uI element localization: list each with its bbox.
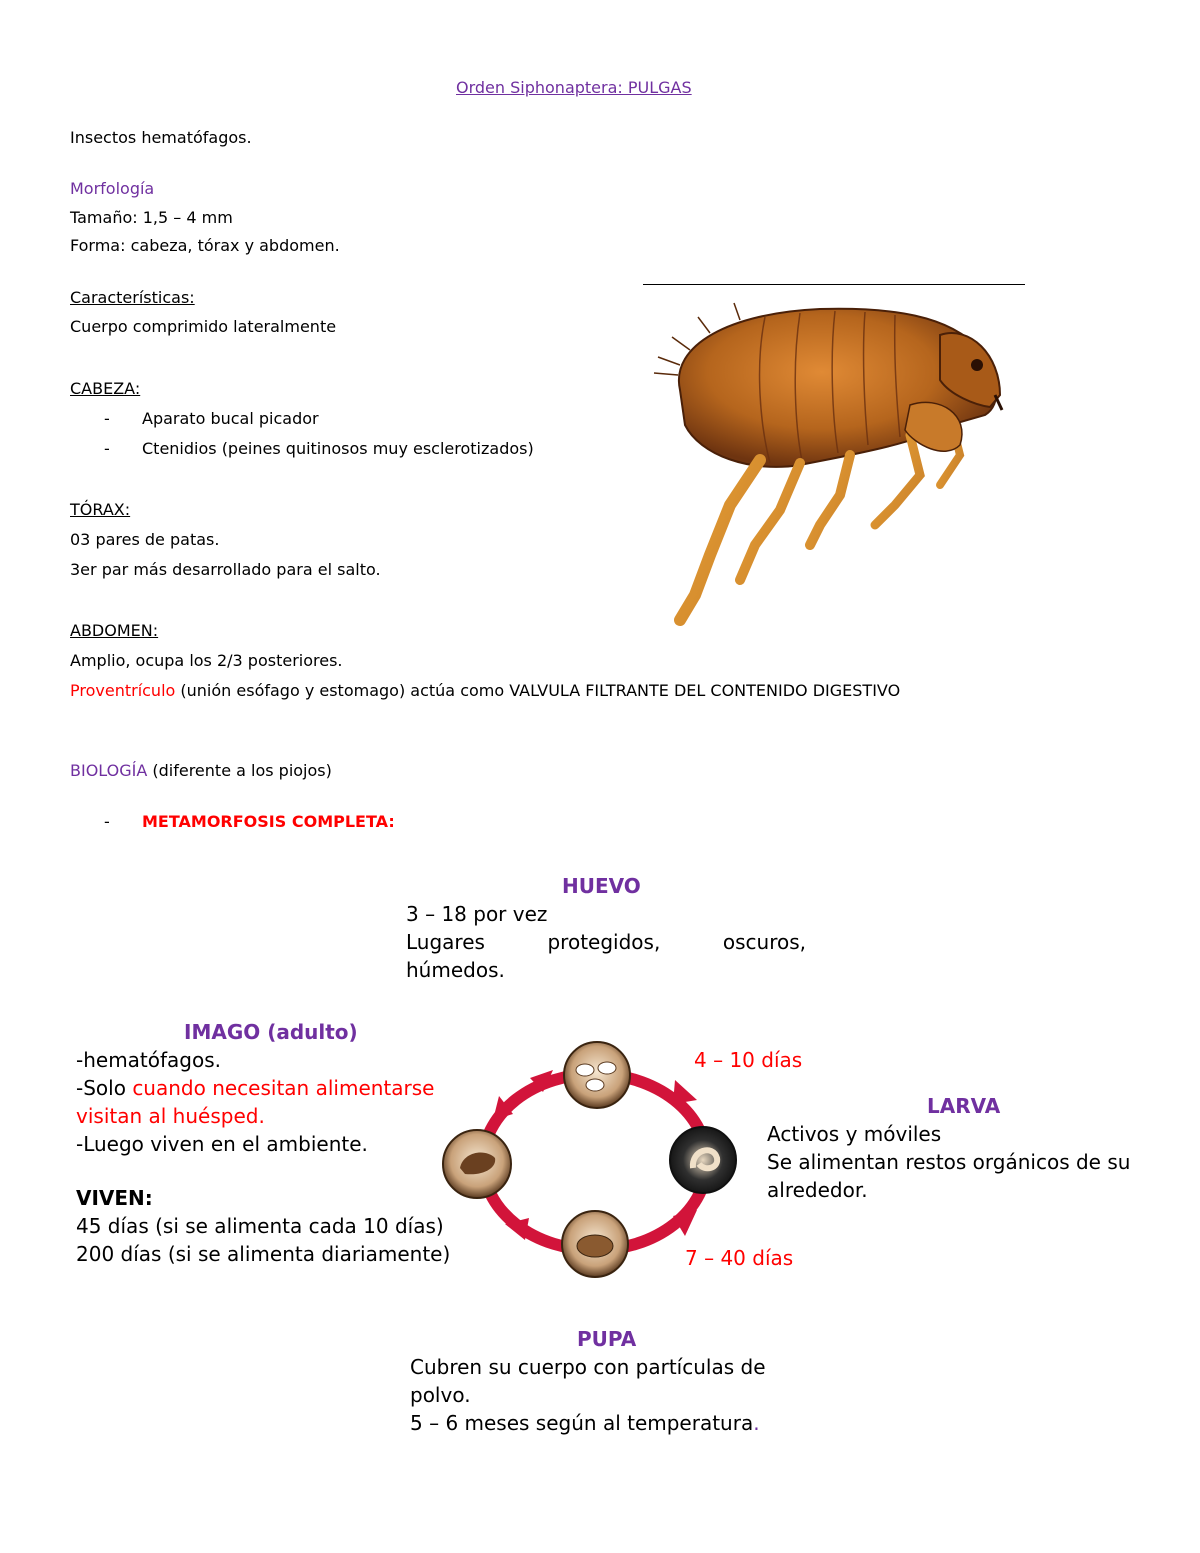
tamano-text: Tamaño: 1,5 – 4 mm: [70, 208, 233, 227]
imago-line1: -hematófagos.: [76, 1048, 222, 1072]
abdomen-line1: Amplio, ocupa los 2/3 posteriores.: [70, 651, 343, 670]
huevo-word: protegidos,: [547, 930, 661, 954]
torax-line2: 3er par más desarrollado para el salto.: [70, 560, 381, 579]
flea-illustration: [650, 295, 1010, 635]
days-larva-to-pupa: 7 – 40 días: [685, 1246, 794, 1270]
huevo-line2: [406, 928, 806, 956]
pupa-line3-dot: .: [753, 1411, 760, 1435]
days-egg-to-larva: 4 – 10 días: [694, 1048, 803, 1072]
proventriculo-line: [70, 681, 900, 701]
imago-title: IMAGO (adulto): [184, 1020, 358, 1044]
biologia-heading: BIOLOGÍA: [70, 761, 148, 780]
torax-heading: TÓRAX:: [70, 500, 131, 519]
forma-text: Forma: cabeza, tórax y abdomen.: [70, 236, 340, 255]
cabeza-item: [104, 409, 319, 429]
imago-line2: [76, 1074, 434, 1102]
pupa-line2: polvo.: [410, 1383, 471, 1407]
divider-line: [643, 284, 1025, 285]
pupa-line1: Cubren su cuerpo con partículas de: [410, 1355, 766, 1379]
pupa-line3: [410, 1409, 760, 1437]
larva-stage-image: [670, 1127, 736, 1193]
pupa-title: PUPA: [577, 1327, 637, 1351]
imago-line2-start: -Solo: [76, 1076, 133, 1100]
huevo-line1: 3 – 18 por vez: [406, 902, 548, 926]
imago-line2-highlight: cuando necesitan alimentarse: [132, 1076, 435, 1100]
huevo-title: HUEVO: [562, 874, 641, 898]
biologia-note: (diferente a los piojos): [147, 761, 332, 780]
egg-stage-image: [564, 1042, 630, 1108]
larva-line2: Se alimentan restos orgánicos de su: [767, 1150, 1131, 1174]
cabeza-heading: CABEZA:: [70, 379, 141, 398]
caracteristicas-text: Cuerpo comprimido lateralmente: [70, 317, 337, 336]
bullet-dash: -: [104, 439, 110, 458]
bullet-dash: -: [104, 409, 110, 428]
viven-line2: 200 días (si se alimenta diariamente): [76, 1242, 451, 1266]
viven-line1: 45 días (si se alimenta cada 10 días): [76, 1214, 444, 1238]
larva-title: LARVA: [927, 1094, 1001, 1118]
huevo-word: oscuros,: [722, 930, 806, 954]
torax-line1: 03 pares de patas.: [70, 530, 220, 549]
cabeza-item-label: Ctenidios (peines quitinosos muy esclerotizados): [142, 439, 534, 458]
page-title: Orden Siphonaptera: PULGAS: [456, 78, 692, 97]
cabeza-item-label: Aparato bucal picador: [142, 409, 319, 428]
imago-line3: visitan al huésped.: [76, 1104, 265, 1128]
huevo-line3: húmedos.: [406, 958, 505, 982]
intro-text: Insectos hematófagos.: [70, 128, 252, 147]
imago-line4: -Luego viven en el ambiente.: [76, 1132, 368, 1156]
abdomen-heading: ABDOMEN:: [70, 621, 159, 640]
caracteristicas-heading: Características:: [70, 288, 195, 307]
metamorfosis-item: [104, 812, 395, 832]
cabeza-item: [104, 439, 534, 459]
larva-line3: alrededor.: [767, 1178, 868, 1202]
proventriculo-desc: (unión esófago y estomago) actúa como VALVULA FILTRANTE DEL CONTENIDO DIGESTIVO: [175, 681, 901, 700]
pupa-line3-text: 5 – 6 meses según al temperatura: [410, 1411, 754, 1435]
viven-heading: VIVEN:: [76, 1186, 153, 1210]
larva-line1: Activos y móviles: [767, 1122, 942, 1146]
metamorfosis-label: METAMORFOSIS COMPLETA:: [142, 812, 395, 831]
huevo-word: Lugares: [406, 930, 485, 954]
proventriculo-term: Proventrículo: [70, 681, 176, 700]
morfologia-heading: Morfología: [70, 179, 155, 198]
bullet-dash: -: [104, 812, 110, 831]
biologia-line: [70, 761, 332, 781]
